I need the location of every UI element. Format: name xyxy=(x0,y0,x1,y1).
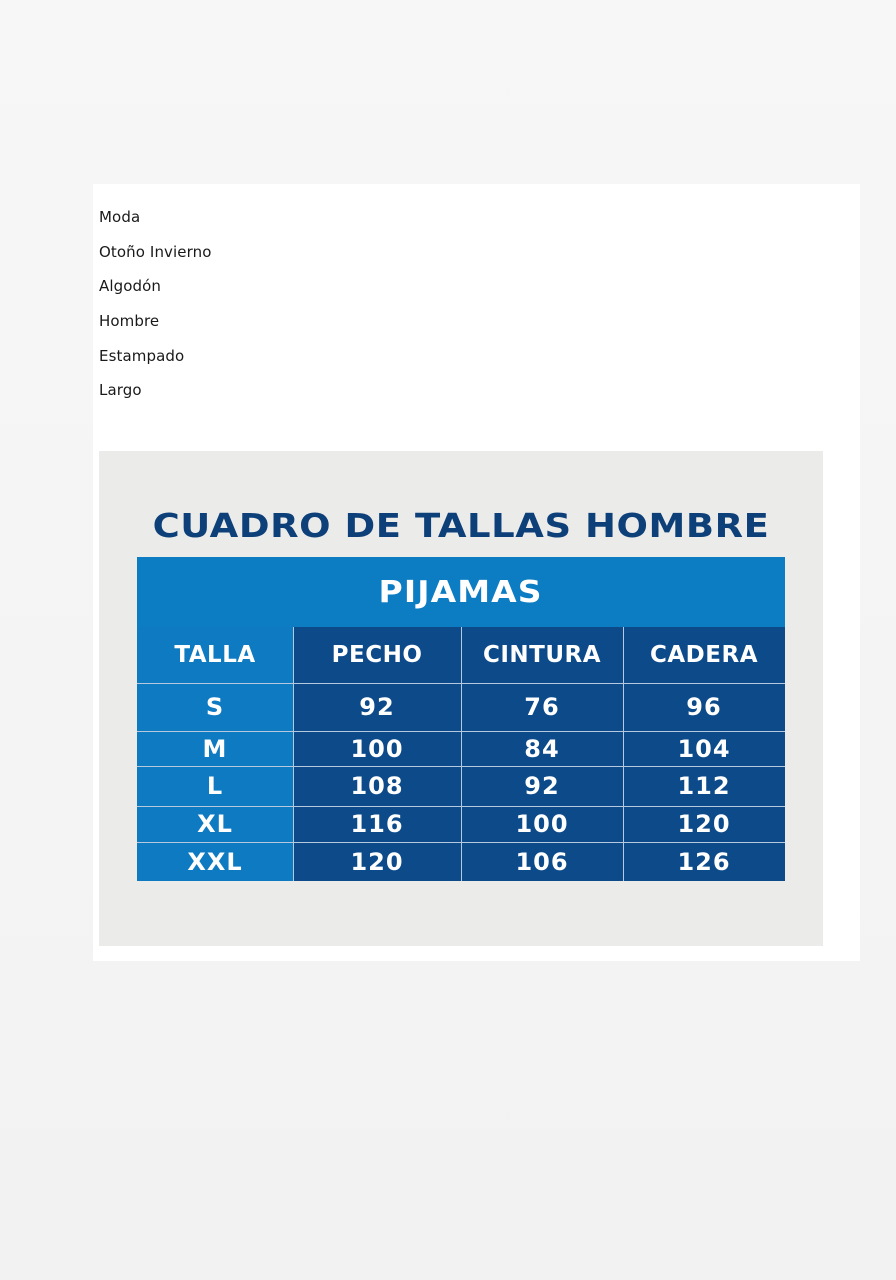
row-divider xyxy=(137,731,785,732)
header-waist: CINTURA xyxy=(461,627,623,683)
cell-hip-xxl: 126 xyxy=(623,842,785,881)
cell-hip-xl: 120 xyxy=(623,806,785,842)
product-attribute-list xyxy=(99,207,212,415)
cell-waist-l: 92 xyxy=(461,766,623,806)
attribute-material: Algodón xyxy=(99,277,162,296)
cell-hip-m: 104 xyxy=(623,731,785,766)
attribute-length: Largo xyxy=(99,381,142,400)
cell-chest-s: 92 xyxy=(293,683,461,731)
cell-hip-l: 112 xyxy=(623,766,785,806)
cell-hip-s: 96 xyxy=(623,683,785,731)
attribute-pattern: Estampado xyxy=(99,346,185,365)
cell-chest-xxl: 120 xyxy=(293,842,461,881)
product-details-card xyxy=(93,184,860,961)
cell-size-xxl: XXL xyxy=(137,842,293,881)
cell-chest-m: 100 xyxy=(293,731,461,766)
size-table xyxy=(137,557,785,881)
header-size: TALLA xyxy=(137,627,293,683)
row-divider xyxy=(137,683,785,684)
size-chart-title: CUADRO DE TALLAS HOMBRE xyxy=(152,506,770,545)
header-hip: CADERA xyxy=(623,627,785,683)
cell-size-m: M xyxy=(137,731,293,766)
cell-waist-s: 76 xyxy=(461,683,623,731)
cell-waist-xl: 100 xyxy=(461,806,623,842)
header-chest: PECHO xyxy=(293,627,461,683)
attribute-season: Otoño Invierno xyxy=(99,242,212,261)
cell-chest-xl: 116 xyxy=(293,806,461,842)
size-table-subtitle: PIJAMAS xyxy=(378,574,544,610)
cell-chest-l: 108 xyxy=(293,766,461,806)
size-chart-image xyxy=(99,451,823,946)
attribute-style: Moda xyxy=(99,208,141,226)
attribute-gender: Hombre xyxy=(99,312,160,331)
cell-size-s: S xyxy=(137,683,293,731)
row-divider xyxy=(137,842,785,843)
cell-size-l: L xyxy=(137,766,293,806)
cell-size-xl: XL xyxy=(137,806,293,842)
row-divider xyxy=(137,806,785,807)
cell-waist-xxl: 106 xyxy=(461,842,623,881)
cell-waist-m: 84 xyxy=(461,731,623,766)
size-table-banner xyxy=(137,557,785,628)
row-divider xyxy=(137,766,785,767)
